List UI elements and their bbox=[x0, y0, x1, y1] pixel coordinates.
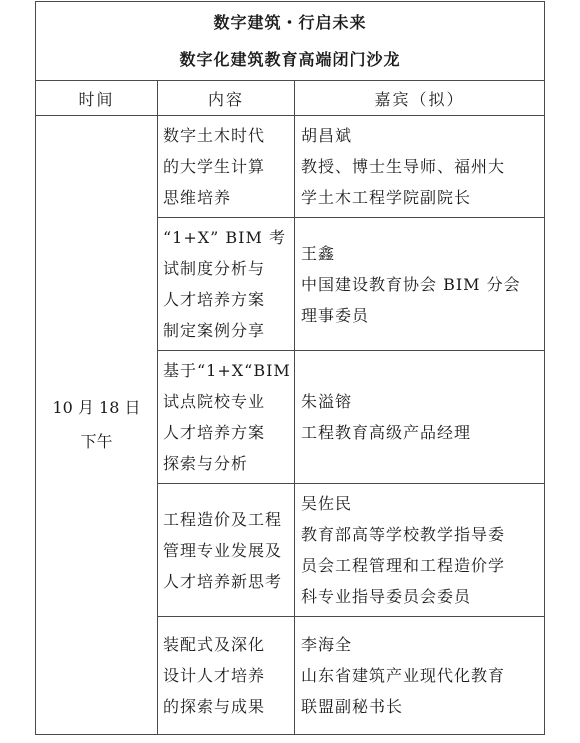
title-row bbox=[36, 2, 545, 81]
guest-cell bbox=[295, 116, 545, 218]
topic-line: 探索与分析 bbox=[163, 454, 249, 473]
guest-cell bbox=[295, 218, 545, 351]
column-header-time: 时间 bbox=[36, 81, 158, 116]
schedule-sheet bbox=[35, 1, 544, 735]
topic-cell bbox=[158, 351, 295, 484]
guest-title-line: 山东省建筑产业现代化教育 bbox=[301, 666, 506, 685]
guest-cell bbox=[295, 351, 545, 484]
topic-line: 人才培养新思考 bbox=[163, 571, 283, 591]
topic-line: 试点院校专业 bbox=[163, 392, 266, 411]
topic-line: 的大学生计算 bbox=[163, 157, 266, 176]
topic-line: 试制度分析与 bbox=[163, 259, 266, 278]
topic-line: 的探索与成果 bbox=[163, 697, 266, 716]
topic-line: 思维培养 bbox=[163, 188, 232, 207]
guest-title-line: 工程教育高级产品经理 bbox=[301, 423, 472, 442]
topic-line: 管理专业发展及 bbox=[163, 540, 283, 560]
title-line-2: 数字化建筑教育高端闭门沙龙 bbox=[179, 50, 401, 69]
topic-cell bbox=[158, 617, 295, 735]
topic-line: 基于“1+X“BIM bbox=[163, 361, 291, 380]
topic-cell bbox=[158, 218, 295, 351]
guest-title-line: 学土木工程学院副院长 bbox=[301, 188, 472, 207]
topic-cell bbox=[158, 116, 295, 218]
guest-title-line: 联盟副秘书长 bbox=[301, 697, 404, 716]
schedule-table bbox=[35, 1, 545, 735]
guest-title-line: 中国建设教育协会 BIM 分会 bbox=[301, 274, 521, 294]
time-period: 下午 bbox=[80, 432, 113, 451]
guest-name: 胡昌斌 bbox=[301, 126, 353, 145]
topic-line: “1+X” BIM 考 bbox=[163, 228, 286, 247]
guest-cell bbox=[295, 484, 545, 617]
column-header-content: 内容 bbox=[158, 81, 295, 116]
guest-title-line: 教育部高等学校教学指导委 bbox=[301, 525, 506, 544]
guest-name: 王鑫 bbox=[301, 243, 336, 263]
time-date: 10 月 18 日 bbox=[52, 398, 141, 417]
guest-name: 朱溢镕 bbox=[301, 392, 353, 411]
guest-cell bbox=[295, 617, 545, 735]
topic-line: 设计人才培养 bbox=[163, 666, 266, 685]
topic-line: 人才培养方案 bbox=[163, 423, 266, 442]
guest-name: 吴佐民 bbox=[301, 494, 353, 513]
guest-title-line: 教授、博士生导师、福州大 bbox=[301, 157, 506, 176]
topic-line: 数字土木时代 bbox=[163, 126, 266, 145]
table-row bbox=[36, 116, 545, 218]
guest-title-line: 科专业指导委员会委员 bbox=[301, 587, 472, 606]
topic-line: 工程造价及工程 bbox=[163, 509, 283, 529]
guest-name: 李海全 bbox=[301, 635, 353, 654]
topic-cell bbox=[158, 484, 295, 617]
table-title bbox=[36, 2, 545, 81]
topic-line: 装配式及深化 bbox=[163, 635, 266, 654]
title-line-1: 数字建筑・行启未来 bbox=[213, 13, 367, 32]
time-cell bbox=[36, 116, 158, 735]
header-row bbox=[36, 81, 545, 116]
topic-line: 制定案例分享 bbox=[163, 321, 266, 340]
topic-line: 人才培养方案 bbox=[163, 290, 266, 309]
guest-title-line: 理事委员 bbox=[301, 305, 370, 325]
column-header-guest: 嘉宾（拟） bbox=[295, 81, 545, 116]
guest-title-line: 员会工程管理和工程造价学 bbox=[301, 556, 506, 575]
